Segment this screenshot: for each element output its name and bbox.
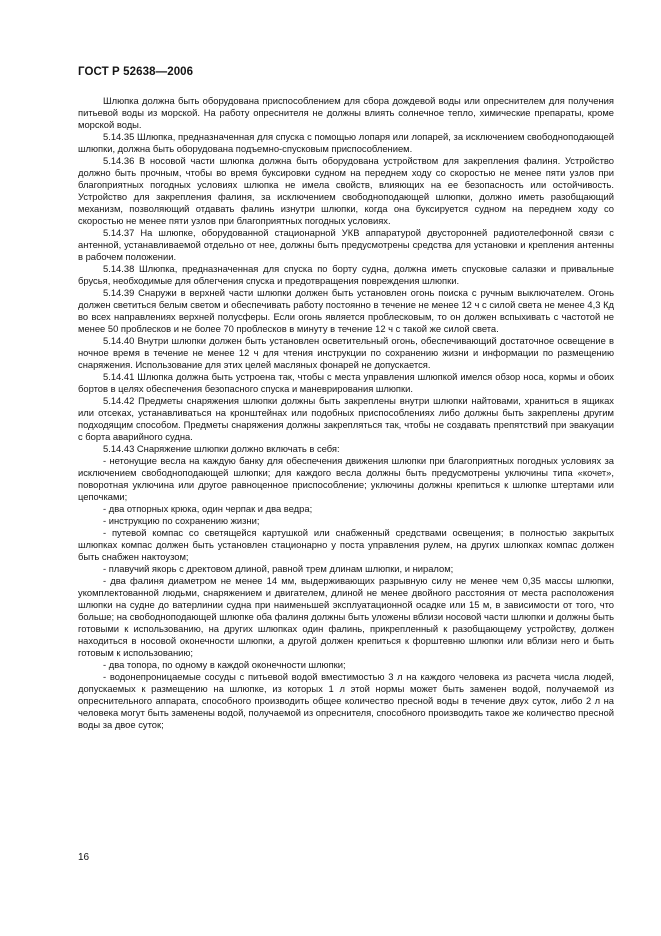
clause-5-14-41: 5.14.41 Шлюпка должна быть устроена так, чтобы с места управления шлюпкой имелся обзор носа, кормы и обоих бортов в целях обеспечения безопасного спуска и маневрирования шлюпки. bbox=[78, 371, 614, 394]
list-item-painters: - два фалиня диаметром не менее 14 мм, выдерживающих разрывную силу не менее чем 0,35 массы шлюпки, укомплектованной людьми, снаряжением и двигателем, длиной не менее двойного расстояния от места расположения шлюпки на судне до ватерлинии судна при наименьшей эксплуатационной осадке или 15 м, в зависимости от того, что больше; на свободноподающей шлюпке оба фалиня должны быть уложены вблизи носовой части шлюпки и должны быть готовыми к использованию, на других шлюпках один фалинь, прикрепленный к разобщающему устройству, должен находиться в носовой оконечности шлюпки, а другой должен крепиться к форштевню шлюпки или вблизи него и быть готовым к использованию; bbox=[78, 575, 614, 658]
page-number: 16 bbox=[78, 852, 90, 863]
clause-5-14-36: 5.14.36 В носовой части шлюпка должна быть оборудована устройством для закрепления фалиня. Устройство должно быть прочным, чтобы во время буксировки судном на переднем ходу со скоростью не менее пяти узлов при благоприятных погодных условиях шлюпка не имела свойств, влияющих на ее безопасность или остойчивость. Устройство для закрепления фалиня, за исключением свободноподающей шлюпки, должно иметь разобщающий механизм, позволяющий отдавать фалинь изнутри шлюпки, когда она буксируется судном на переднем ходу со скоростью не менее пяти узлов при благоприятных погодных условиях. bbox=[78, 155, 614, 226]
list-item-sea-anchor: - плавучий якорь с дректовом длиной, равной трем длинам шлюпки, и ниралом; bbox=[103, 563, 454, 574]
list-item-compass: - путевой компас со светящейся картушкой или снабженный средствами освещения; в полностью закрытых шлюпках компас должен быть установлен стационарно у поста управления рулем, на других шлюпках компас должен быть снабжен нактоузом; bbox=[78, 527, 614, 562]
clause-5-14-37: 5.14.37 На шлюпке, оборудованной стационарной УКВ аппаратурой двусторонней радиотелефонной связи с антенной, устанавливаемой отдельно от нее, должны быть предусмотрены средства для установки и крепления антенны в рабочем положении. bbox=[78, 227, 614, 262]
clause-5-14-40: 5.14.40 Внутри шлюпки должен быть установлен осветительный огонь, обеспечивающий достаточное освещение в ночное время в течение не менее 12 ч для чтения инструкции по сохранению жизни и информации по размещению снаряжения. Использование для этих целей масляных фонарей не допускается. bbox=[78, 335, 614, 370]
clause-5-14-35: 5.14.35 Шлюпка, предназначенная для спуска с помощью лопаря или лопарей, за исключением свободноподающей шлюпки, должна быть оборудована подъемно-спусковым приспособлением. bbox=[78, 131, 614, 154]
list-item-water: - водонепроницаемые сосуды с питьевой водой вместимостью 3 л на каждого человека из расчета числа людей, допускаемых к размещению на шлюпке, из которых 1 л этой нормы может быть заменен водой, получаемой из опреснительного аппарата, способного производить общее количество пресной воды в течение двух суток, либо 2 л на человека могут быть заменены водой, получаемой из опреснителя, способного производить такое же количество пресной воды за двое суток; bbox=[78, 671, 614, 730]
paragraph-rainwater: Шлюпка должна быть оборудована приспособлением для сбора дождевой воды или опреснителем для получения питьевой воды из морской. На работу опреснителя не должны влиять солнечное тепло, химические препараты, кроме морской воды. bbox=[78, 95, 614, 130]
clause-5-14-43: 5.14.43 Снаряжение шлюпки должно включать в себя: bbox=[103, 443, 340, 454]
document-body bbox=[78, 95, 614, 731]
standard-code-header: ГОСТ Р 52638—2006 bbox=[78, 66, 194, 78]
list-item-axes: - два топора, по одному в каждой оконечности шлюпки; bbox=[103, 659, 346, 670]
clause-5-14-39: 5.14.39 Снаружи в верхней части шлюпки должен быть установлен огонь поиска с ручным выключателем. Огонь должен светиться белым светом и обеспечивать работу постоянно в течение не менее 12 ч с силой света не менее 4,3 Кд во всех направлениях верхней полусферы. Если огонь является проблесковым, то он должен вспыхивать с частотой не менее 50 проблесков и не более 70 проблесков в минуту в течение 12 ч с такой же силой света. bbox=[78, 287, 614, 334]
list-item-oars: - нетонущие весла на каждую банку для обеспечения движения шлюпки при благоприятных погодных условиях за исключением свободноподающей шлюпки; для каждого весла должны быть предусмотрены уключины типа «кочет», поворотная уключина или другое равноценное приспособление; уключины должны крепиться к шлюпке штертами или цепочками; bbox=[78, 455, 614, 502]
list-item-boathooks: - два отпорных крюка, один черпак и два ведра; bbox=[103, 503, 313, 514]
clause-5-14-38: 5.14.38 Шлюпка, предназначенная для спуска по борту судна, должна иметь спусковые салазки и привальные брусья, необходимые для облегчения спуска и предотвращения повреждения шлюпки. bbox=[78, 263, 614, 286]
clause-5-14-42: 5.14.42 Предметы снаряжения шлюпки должны быть закреплены внутри шлюпки найтовами, храниться в ящиках или отсеках, устанавливаться на кронштейнах или подобных приспособлениях либо должны быть закреплены другим подходящим способом. Предметы снаряжения должны закрепляться так, чтобы не создавать препятствий при эвакуации с борта аварийного судна. bbox=[78, 395, 614, 442]
list-item-instruction: - инструкцию по сохранению жизни; bbox=[103, 515, 260, 526]
